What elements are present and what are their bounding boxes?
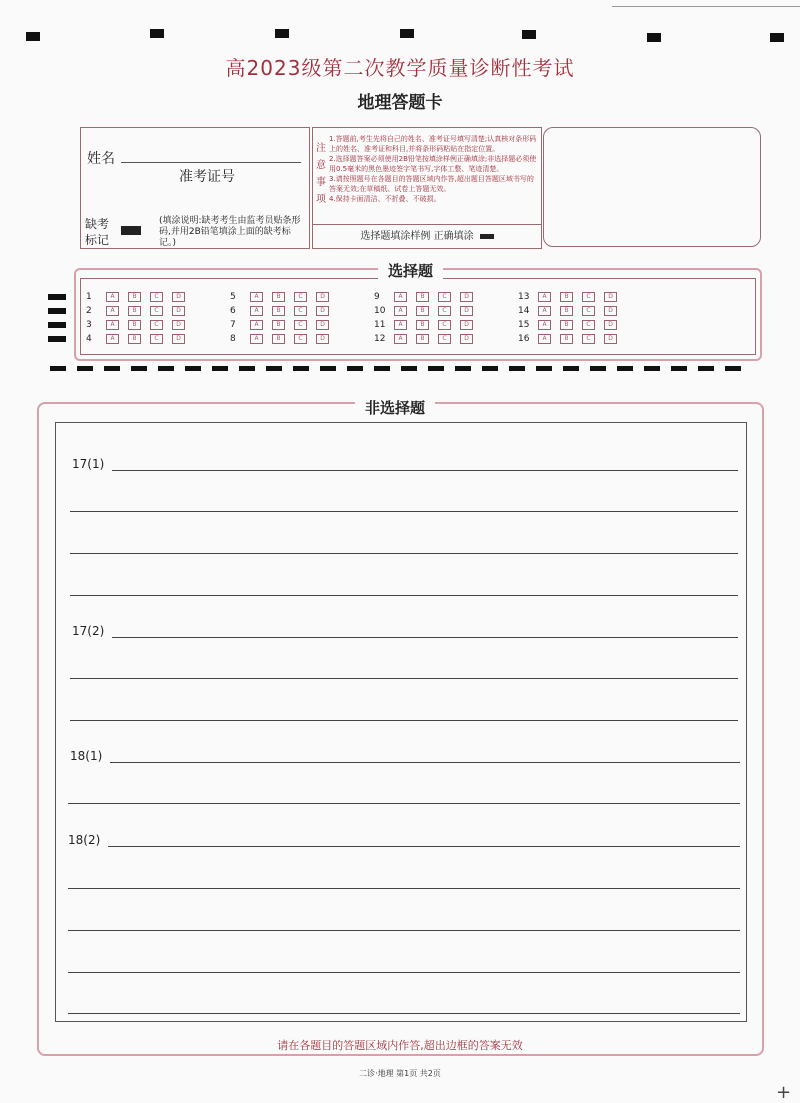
bottom-note: 请在各题目的答题区域内作答,超出边框的答案无效 — [277, 1039, 523, 1052]
option-bubble-b[interactable]: B — [560, 306, 573, 316]
registration-mark — [400, 29, 414, 38]
card-subtitle: 地理答题卡 — [357, 93, 443, 113]
option-bubble-a[interactable]: A — [394, 334, 407, 344]
absent-note: (填涂说明:缺考考生由监考员贴条形码,并用2B铅笔填涂上面的缺考标记。) — [159, 216, 301, 248]
notice-box — [312, 127, 542, 249]
option-bubble-d[interactable]: D — [460, 320, 473, 330]
option-bubble-a[interactable]: A — [394, 320, 407, 330]
timing-mark — [48, 336, 66, 342]
answer-line[interactable] — [112, 637, 738, 638]
question-number: 2 — [86, 306, 92, 316]
timing-dash — [725, 366, 741, 371]
option-bubble-d[interactable]: D — [316, 320, 329, 330]
question-row — [230, 320, 338, 330]
option-bubble-b[interactable]: B — [416, 292, 429, 302]
question-number: 9 — [374, 292, 380, 302]
timing-dash — [239, 366, 255, 371]
option-bubble-a[interactable]: A — [538, 334, 551, 344]
option-bubble-d[interactable]: D — [316, 334, 329, 344]
option-bubble-b[interactable]: B — [560, 334, 573, 344]
timing-dash — [293, 366, 309, 371]
question-number: 1 — [86, 292, 92, 302]
choice-title: 选择题 — [378, 260, 443, 281]
option-bubble-a[interactable]: A — [106, 334, 119, 344]
option-bubble-c[interactable]: C — [438, 292, 451, 302]
question-row — [518, 292, 626, 302]
question-row — [86, 320, 194, 330]
option-bubble-c[interactable]: C — [294, 320, 307, 330]
question-row — [230, 292, 338, 302]
timing-dash — [590, 366, 606, 371]
option-bubble-d[interactable]: D — [460, 306, 473, 316]
answer-label: 18(2) — [68, 833, 101, 847]
timing-dash — [131, 366, 147, 371]
page-info: 二诊·地理 第1页 共2页 — [359, 1069, 441, 1078]
question-row — [518, 320, 626, 330]
answer-label: 18(1) — [70, 749, 103, 763]
option-bubble-c[interactable]: C — [438, 320, 451, 330]
answer-line[interactable] — [70, 678, 738, 679]
question-number: 7 — [230, 320, 236, 330]
option-bubble-c[interactable]: C — [582, 292, 595, 302]
option-bubble-c[interactable]: C — [438, 306, 451, 316]
question-number: 16 — [518, 334, 530, 344]
option-bubble-c[interactable]: C — [582, 334, 595, 344]
option-bubble-d[interactable]: D — [604, 334, 617, 344]
option-bubble-d[interactable]: D — [172, 292, 185, 302]
question-row — [374, 334, 482, 344]
question-row — [518, 334, 626, 344]
name-field[interactable] — [121, 162, 301, 163]
registration-mark — [275, 29, 289, 38]
question-number: 11 — [374, 320, 386, 330]
option-bubble-a[interactable]: A — [394, 292, 407, 302]
timing-dash — [266, 366, 282, 371]
fill-example-label: 选择题填涂样例 正确填涂 — [360, 231, 474, 242]
timing-dash — [536, 366, 552, 371]
timing-dash — [428, 366, 444, 371]
option-bubble-a[interactable]: A — [394, 306, 407, 316]
absent-mark-box[interactable] — [121, 226, 141, 235]
option-bubble-a[interactable]: A — [106, 292, 119, 302]
timing-dash — [698, 366, 714, 371]
notice-item: 4.保持卡面清洁、不折叠、不破损。 — [329, 195, 441, 203]
option-bubble-d[interactable]: D — [172, 320, 185, 330]
registration-mark — [522, 30, 536, 39]
timing-dash — [104, 366, 120, 371]
registration-mark — [647, 33, 661, 42]
option-bubble-c[interactable]: C — [150, 320, 163, 330]
timing-mark — [48, 322, 66, 328]
option-bubble-a[interactable]: A — [250, 334, 263, 344]
exam-id-label: 准考证号 — [179, 169, 235, 185]
question-row — [86, 292, 194, 302]
answer-line[interactable] — [110, 762, 740, 763]
answer-line[interactable] — [68, 1013, 740, 1014]
question-row — [86, 306, 194, 316]
option-bubble-c[interactable]: C — [150, 334, 163, 344]
option-bubble-a[interactable]: A — [106, 306, 119, 316]
fill-sample-mark — [480, 234, 494, 239]
option-bubble-c[interactable]: C — [294, 306, 307, 316]
fill-example — [313, 224, 541, 249]
question-row — [374, 306, 482, 316]
notice-side-label: 注意事项 — [316, 143, 326, 205]
option-bubble-b[interactable]: B — [560, 320, 573, 330]
answer-line[interactable] — [70, 720, 738, 721]
absent-label: 缺考标记 — [85, 217, 110, 247]
option-bubble-a[interactable]: A — [106, 320, 119, 330]
option-bubble-b[interactable]: B — [128, 320, 141, 330]
option-bubble-b[interactable]: B — [272, 334, 285, 344]
timing-dash — [644, 366, 660, 371]
option-bubble-d[interactable]: D — [172, 334, 185, 344]
notice-item: 3.请按照题号在各题目的答题区域内作答,超出题目答题区域书写的答案无效;在草稿纸、试卷上答题无效。 — [329, 175, 534, 193]
answer-line[interactable] — [68, 972, 740, 973]
option-bubble-d[interactable]: D — [604, 306, 617, 316]
corner-line — [612, 0, 800, 7]
option-bubble-b[interactable]: B — [128, 292, 141, 302]
exam-title: 高2023级第二次教学质量诊断性考试 — [225, 56, 575, 80]
question-row — [518, 306, 626, 316]
option-bubble-c[interactable]: C — [582, 306, 595, 316]
notice-item: 2.选择题答案必须使用2B铅笔按填涂样例正确填涂;非选择题必须使用0.5毫米的黑色墨迹签字笔书写,字体工整、笔迹清楚。 — [329, 155, 537, 173]
answer-label: 17(2) — [72, 624, 105, 638]
answer-line[interactable] — [68, 930, 740, 931]
timing-dash — [77, 366, 93, 371]
question-number: 12 — [374, 334, 386, 344]
answer-line[interactable] — [68, 888, 740, 889]
question-number: 3 — [86, 320, 92, 330]
timing-mark — [48, 294, 66, 300]
question-number: 15 — [518, 320, 530, 330]
answer-area[interactable] — [55, 422, 747, 1022]
option-bubble-d[interactable]: D — [460, 334, 473, 344]
question-number: 4 — [86, 334, 92, 344]
timing-dash — [185, 366, 201, 371]
question-number: 6 — [230, 306, 236, 316]
answer-line[interactable] — [108, 846, 740, 847]
option-bubble-d[interactable]: D — [604, 292, 617, 302]
answer-label: 17(1) — [72, 457, 105, 471]
option-bubble-b[interactable]: B — [128, 306, 141, 316]
option-bubble-b[interactable]: B — [128, 334, 141, 344]
option-bubble-b[interactable]: B — [272, 306, 285, 316]
option-bubble-b[interactable]: B — [416, 306, 429, 316]
answer-line[interactable] — [70, 595, 738, 596]
timing-dash — [482, 366, 498, 371]
option-bubble-a[interactable]: A — [250, 320, 263, 330]
option-bubble-a[interactable]: A — [538, 320, 551, 330]
option-bubble-d[interactable]: D — [316, 306, 329, 316]
answer-line[interactable] — [68, 803, 740, 804]
notice-list — [329, 134, 537, 204]
timing-dash — [50, 366, 66, 371]
option-bubble-d[interactable]: D — [316, 292, 329, 302]
answer-line[interactable] — [70, 511, 738, 512]
registration-mark — [770, 33, 784, 42]
barcode-area[interactable] — [543, 127, 761, 247]
question-row — [374, 320, 482, 330]
nonchoice-title: 非选择题 — [355, 397, 435, 418]
option-bubble-d[interactable]: D — [460, 292, 473, 302]
timing-dash — [320, 366, 336, 371]
student-info-box — [80, 127, 310, 249]
option-bubble-c[interactable]: C — [294, 334, 307, 344]
timing-dash — [509, 366, 525, 371]
option-bubble-c[interactable]: C — [438, 334, 451, 344]
timing-dash — [347, 366, 363, 371]
option-bubble-a[interactable]: A — [250, 292, 263, 302]
option-bubble-d[interactable]: D — [172, 306, 185, 316]
name-label: 姓名 — [87, 151, 115, 167]
option-bubble-a[interactable]: A — [538, 292, 551, 302]
question-row — [230, 334, 338, 344]
crosshair-icon: + — [776, 1082, 792, 1103]
question-number: 5 — [230, 292, 236, 302]
question-number: 10 — [374, 306, 386, 316]
timing-dash — [617, 366, 633, 371]
option-bubble-b[interactable]: B — [272, 292, 285, 302]
option-bubble-b[interactable]: B — [416, 334, 429, 344]
option-bubble-a[interactable]: A — [250, 306, 263, 316]
option-bubble-c[interactable]: C — [150, 306, 163, 316]
timing-dash — [374, 366, 390, 371]
timing-mark — [48, 308, 66, 314]
option-bubble-a[interactable]: A — [538, 306, 551, 316]
question-number: 13 — [518, 292, 530, 302]
timing-dash — [671, 366, 687, 371]
option-bubble-b[interactable]: B — [272, 320, 285, 330]
answer-line[interactable] — [70, 553, 738, 554]
timing-dash — [212, 366, 228, 371]
timing-dash — [401, 366, 417, 371]
registration-mark — [26, 32, 40, 41]
timing-dash — [563, 366, 579, 371]
question-row — [86, 334, 194, 344]
answer-line[interactable] — [112, 470, 738, 471]
registration-mark — [150, 29, 164, 38]
notice-item: 1.答题前,考生先将自己的姓名、准考证号填写清楚;认真核对条形码上的姓名、准考证和科目,并将条形码粘贴在指定位置。 — [329, 135, 537, 153]
nonchoice-section — [37, 402, 764, 1056]
timing-dash — [158, 366, 174, 371]
option-bubble-c[interactable]: C — [582, 320, 595, 330]
option-bubble-d[interactable]: D — [604, 320, 617, 330]
question-row — [374, 292, 482, 302]
question-number: 8 — [230, 334, 236, 344]
option-bubble-b[interactable]: B — [416, 320, 429, 330]
option-bubble-c[interactable]: C — [150, 292, 163, 302]
option-bubble-c[interactable]: C — [294, 292, 307, 302]
question-number: 14 — [518, 306, 530, 316]
question-row — [230, 306, 338, 316]
option-bubble-b[interactable]: B — [560, 292, 573, 302]
timing-dash — [455, 366, 471, 371]
